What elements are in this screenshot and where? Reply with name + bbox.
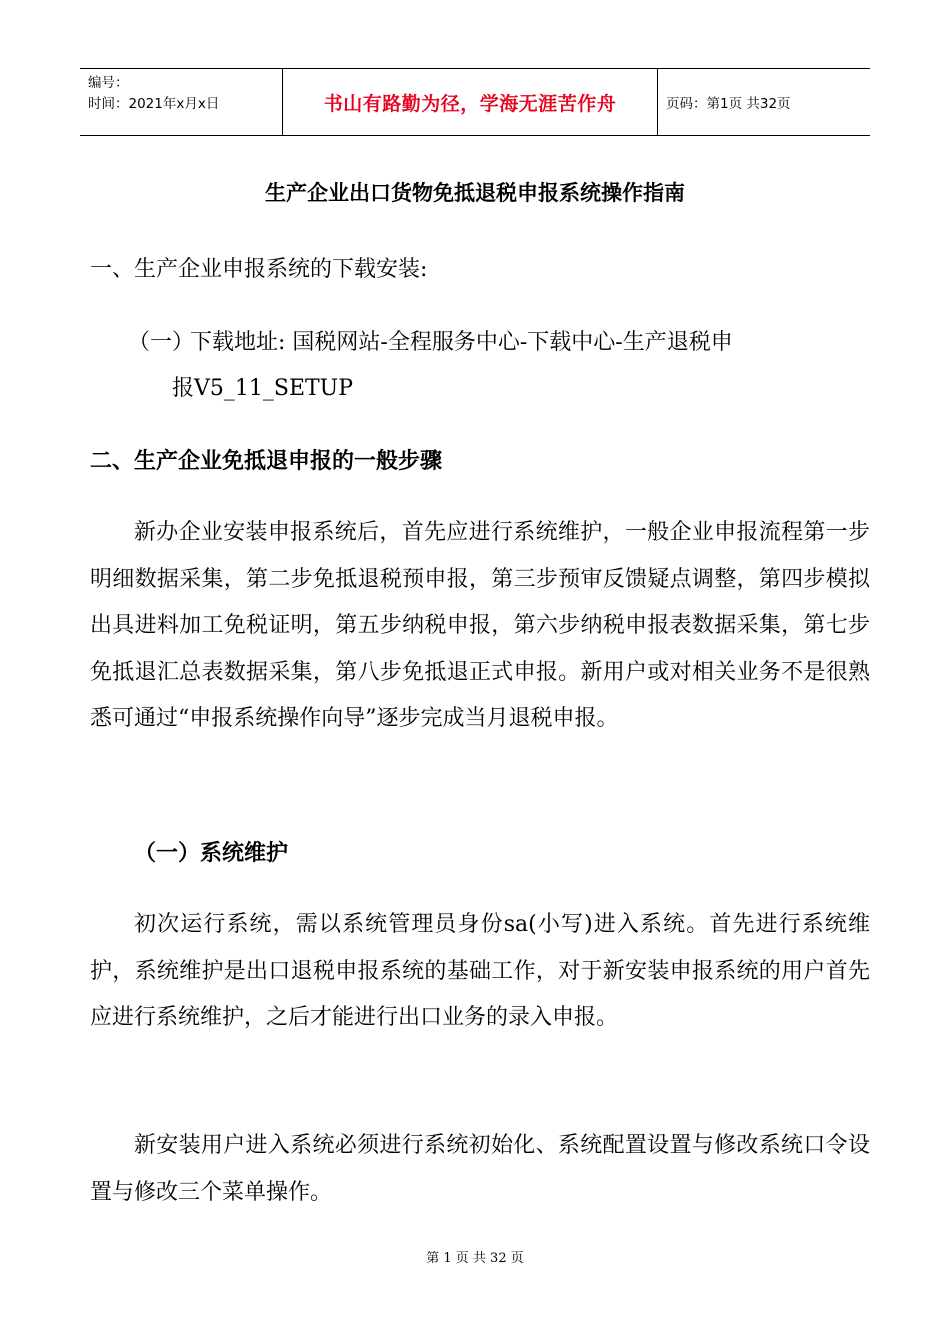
- document-title: 生产企业出口货物免抵退税申报系统操作指南: [265, 181, 685, 205]
- number-label: 编号：: [88, 75, 129, 91]
- header-page-code: 页码：第1页 共32页: [666, 96, 791, 112]
- download-item-number: （一）: [128, 330, 195, 355]
- paragraph-steps: 新办企业安装申报系统后，首先应进行系统维护，一般企业申报流程第一步明细数据采集，第二步免抵退税预申报，第三步预审反馈疑点调整，第四步模拟出具进料加工免税证明，第五步纳税申报，第六步纳税申报表数据采集，第七步免抵退汇总表数据采集，第八步免抵退正式申报。新用户或对相关业务不是很熟悉可通过“申报系统操作向导”逐步完成当月退税申报。: [90, 520, 870, 731]
- download-item-text: 下载地址: 国税网站-全程服务中心-下载中心-生产退税申: [190, 330, 733, 355]
- page-header: [80, 68, 870, 136]
- page-footer: 第 1 页 共 32 页: [426, 1251, 524, 1266]
- header-motto: 书山有路勤为径，学海无涯苦作舟: [282, 69, 658, 135]
- header-meta: [80, 69, 282, 135]
- section2-heading: 二、生产企业免抵退申报的一般步骤: [90, 449, 443, 474]
- subsection-system-maintenance: （一）系统维护: [134, 841, 289, 866]
- paragraph-new-install: 新安装用户进入系统必须进行系统初始化、系统配置设置与修改系统口令设置与修改三个菜单操作。: [90, 1133, 870, 1205]
- download-item-continuation: 报V5_11_SETUP: [172, 376, 354, 401]
- paragraph-maintenance: 初次运行系统，需以系统管理员身份sa(小写)进入系统。首先进行系统维护，系统维护是出口退税申报系统的基础工作，对于新安装申报系统的用户首先应进行系统维护，之后才能进行出口业务的录入申报。: [90, 912, 870, 1030]
- time-label: 时间：2021年x月x日: [88, 96, 220, 112]
- section1-heading: 一、生产企业申报系统的下载安装:: [90, 257, 428, 282]
